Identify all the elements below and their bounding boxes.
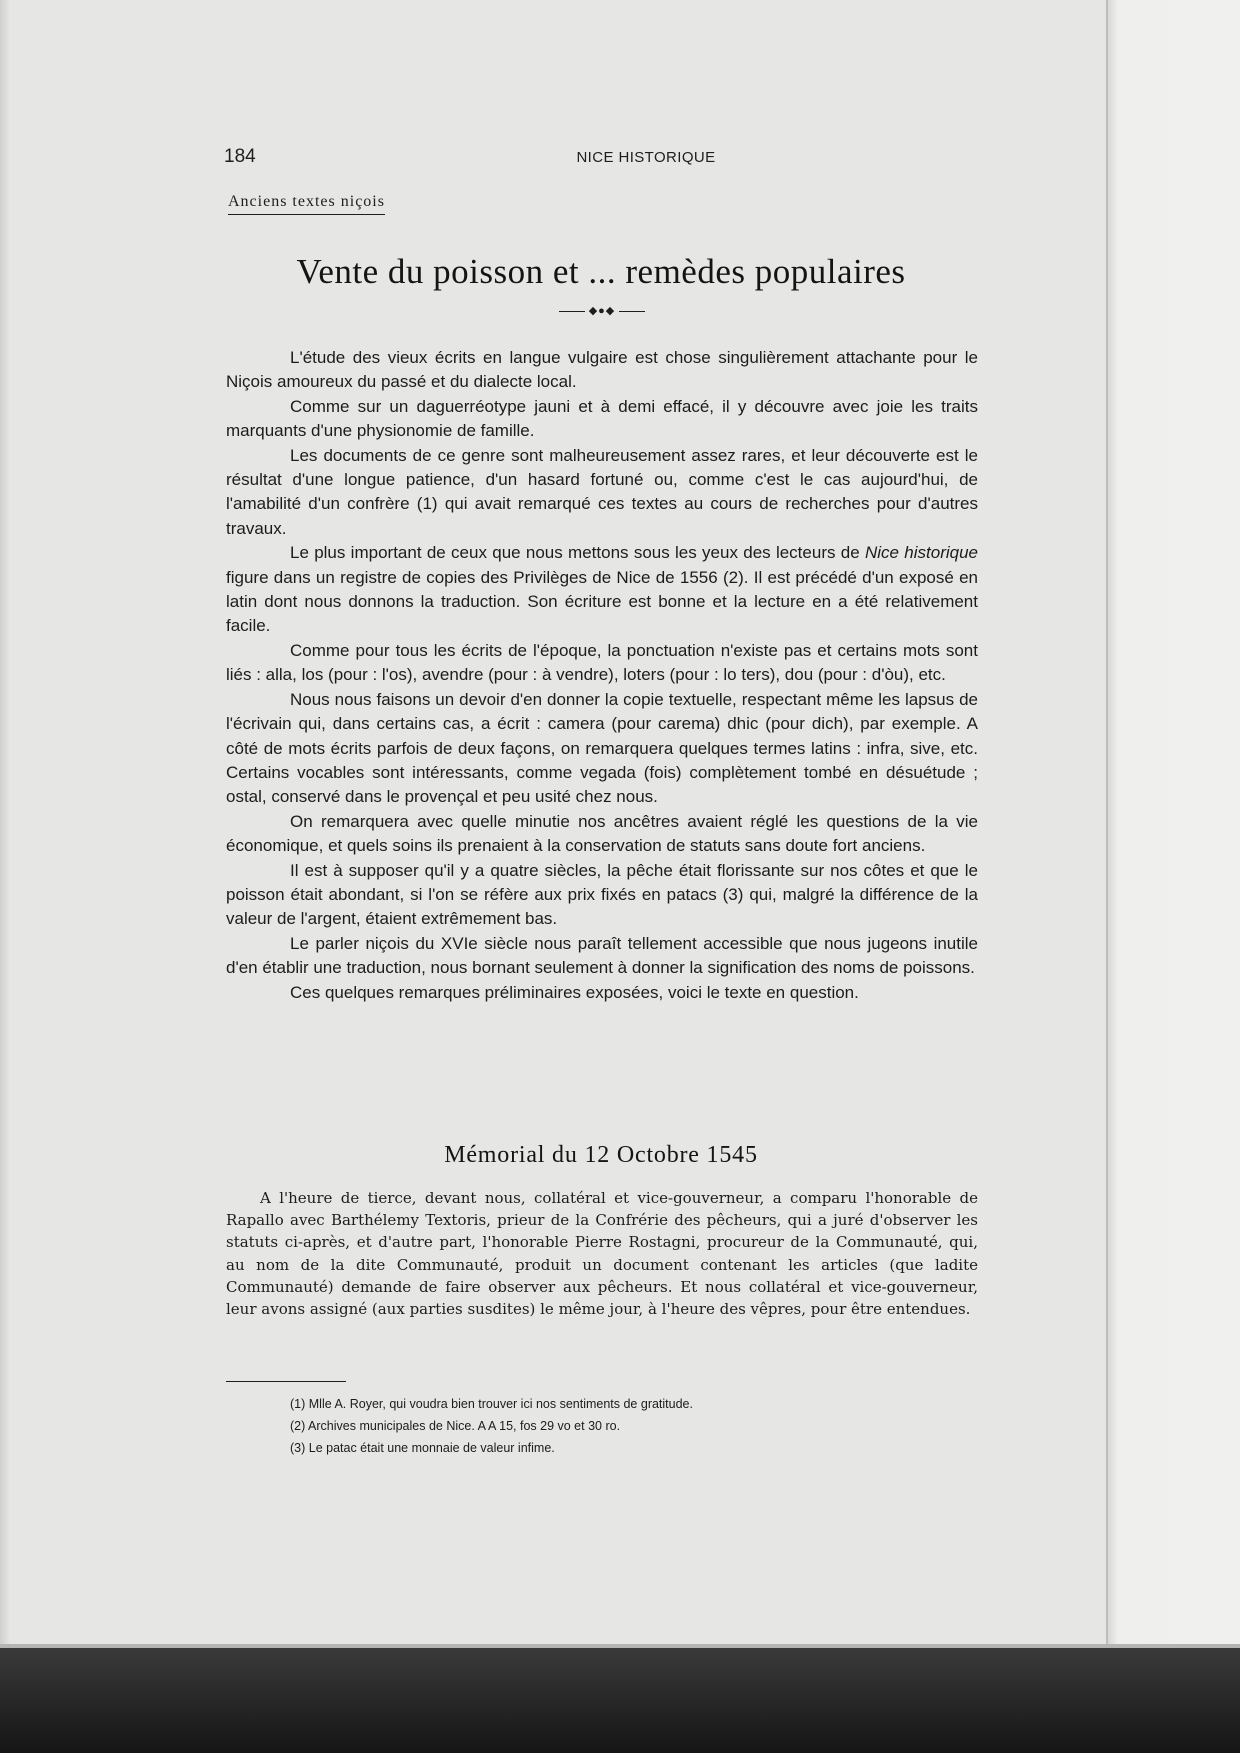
paragraph-text: figure dans un registre de copies des Privilèges de Nice de 1556 (2). Il est précédé d'un exposé en latin dont nous donnons la traduction. Son écriture est bonne et la lecture en a été relativement facile. <box>226 567 978 636</box>
running-head: NICE HISTORIQUE <box>576 149 716 166</box>
page-number: 184 <box>224 146 256 167</box>
footnote: (2) Archives municipales de Nice. A A 15, fos 29 vo et 30 ro. <box>290 1419 621 1433</box>
paragraph-text: Le plus important de ceux que nous mettons sous les yeux des lecteurs de <box>290 543 865 563</box>
paragraph: Le parler niçois du XVIe siècle nous paraît tellement accessible que nous jugeons inutile d'en établir une traduction, nous bornant seulement à donner la signification des noms de poissons. <box>226 933 978 978</box>
paragraph: Nous nous faisons un devoir d'en donner la copie textuelle, respectant même les lapsus de l'écrivain qui, dans certains cas, a écrit : camera (pour carema) dhic (pour dich), par exemple. A côté de mots écrits parfois de deux façons, on remarquera quelques termes latins : infra, sive, etc. Certains vocables sont intéressants, comme vegada (fois) complètement tombé en désuétude ; ostal, conservé dans le provençal et peu usité chez nous. <box>226 689 978 807</box>
paragraph: Comme pour tous les écrits de l'époque, la ponctuation n'existe pas et certains mots sont liés : alla, los (pour : l'os), avendre (pour : à vendre), loters (pour : lo ters), dou (pour : d'òu), etc. <box>226 640 978 685</box>
footnotes <box>290 1393 980 1459</box>
page-left-edge <box>0 0 10 1648</box>
memorial-text: A l'heure de tierce, devant nous, collatéral et vice-gouverneur, a comparu l'honorable de Rapallo avec Barthélemy Textoris, prieur de la Confrérie des pêcheurs, qui a juré d'observer les statuts ci-après, et d'autre part, l'honorable Pierre Rostagni, procureur de la Communauté, qui, au nom de la dite Communauté, produit un document contenant les articles (que ladite Communauté) demande de faire observer aux pêcheurs. Et nous collatéral et vice-gouverneur, leur avons assigné (aux parties susdites) le même jour, à l'heure des vêpres, pour être entendues. <box>226 1189 978 1319</box>
paragraph: Ces quelques remarques préliminaires exposées, voici le texte en question. <box>290 982 859 1002</box>
paragraph: Il est à supposer qu'il y a quatre siècles, la pêche était florissante sur nos côtes et que le poisson était abondant, si l'on se réfère aux prix fixés en patacs (3) qui, malgré la différence de la valeur de l'argent, étaient extrêmement bas. <box>226 860 978 929</box>
footnote: (3) Le patac était une monnaie de valeur infime. <box>290 1441 555 1455</box>
paragraph: Les documents de ce genre sont malheureusement assez rares, et leur découverte est le résultat d'une longue patience, d'un hasard fortuné ou, comme c'est le cas aujourd'hui, de l'amabilité d'un confrère (1) qui avait remarqué ces textes au cours de recherches pour d'autres travaux. <box>226 445 978 538</box>
paragraph: On remarquera avec quelle minutie nos ancêtres avaient réglé les questions de la vie économique, et quels soins ils prenaient à la conservation de statuts sans doute fort anciens. <box>226 811 978 856</box>
section-label: Anciens textes niçois <box>228 193 385 215</box>
article-title: Vente du poisson et ... remèdes populaires <box>296 252 906 291</box>
facing-page-edge <box>1106 0 1240 1648</box>
scan-background <box>0 1648 1240 1753</box>
journal-name: Nice historique <box>864 543 978 563</box>
paragraph: Comme sur un daguerréotype jauni et à demi effacé, il y découvre avec joie les traits marquants d'une physionomie de famille. <box>226 396 978 441</box>
title-ornament: ◆●◆ <box>540 304 664 317</box>
page-header <box>224 146 978 170</box>
paragraph <box>226 541 978 639</box>
article-body <box>226 346 978 1005</box>
footnote-divider <box>226 1381 346 1382</box>
paragraph: L'étude des vieux écrits en langue vulgaire est chose singulièrement attachante pour le Niçois amoureux du passé et du dialecte local. <box>226 348 978 392</box>
memorial-heading: Mémorial du 12 Octobre 1545 <box>444 1142 758 1168</box>
footnote: (1) Mlle A. Royer, qui voudra bien trouver ici nos sentiments de gratitude. <box>290 1397 693 1411</box>
